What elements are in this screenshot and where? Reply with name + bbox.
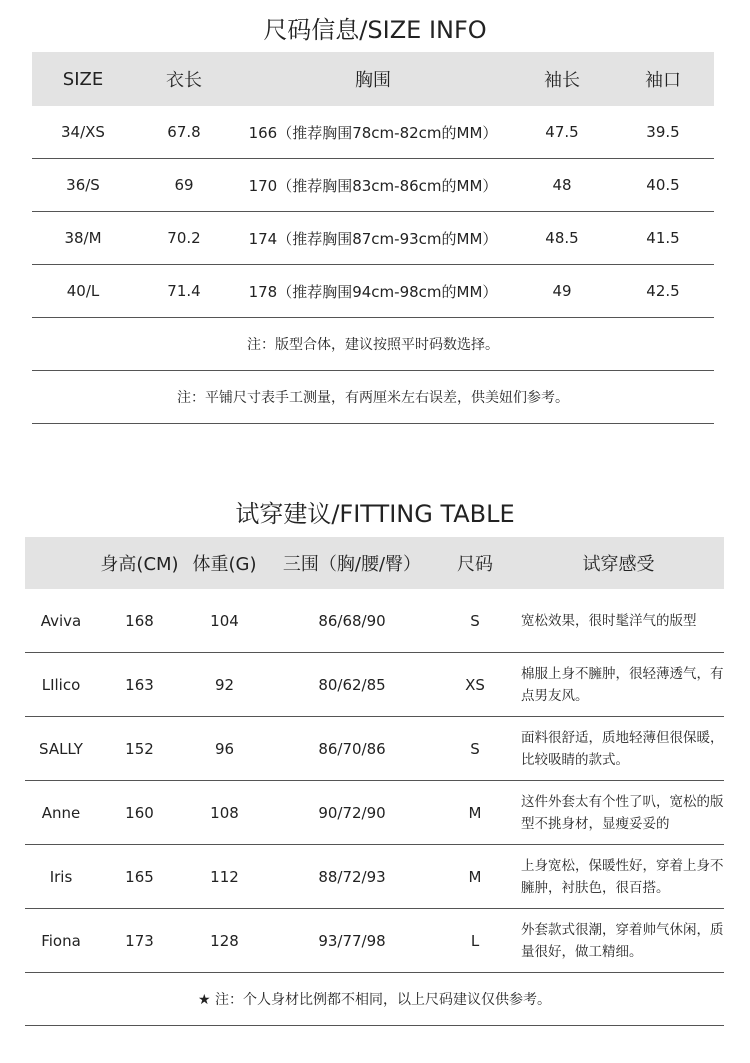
cell: 67.8	[134, 106, 234, 159]
header-weight: 体重(G)	[182, 537, 267, 589]
table-row	[25, 845, 724, 909]
cell: 88/72/93	[267, 845, 437, 909]
cell: 170（推荐胸围83cm-86cm的MM）	[234, 159, 512, 212]
cell: Fiona	[25, 909, 97, 973]
cell: 48	[512, 159, 612, 212]
cell: Anne	[25, 781, 97, 845]
cell: 163	[97, 653, 182, 717]
cell: 174（推荐胸围87cm-93cm的MM）	[234, 212, 512, 265]
cell: Aviva	[25, 589, 97, 653]
cell: 面料很舒适，质地轻薄但很保暖，比较吸睛的款式。	[513, 717, 724, 781]
cell: M	[437, 845, 513, 909]
header-sleeve-length: 袖长	[512, 52, 612, 106]
size-table-header	[32, 52, 714, 106]
cell: 173	[97, 909, 182, 973]
cell: 上身宽松，保暖性好，穿着上身不臃肿，衬肤色，很百搭。	[513, 845, 724, 909]
cell: S	[437, 589, 513, 653]
cell: 40/L	[32, 265, 134, 318]
cell: 93/77/98	[267, 909, 437, 973]
disclaimer-note: ★ 注：个人身材比例都不相同，以上尺码建议仅供参考。	[25, 973, 724, 1026]
header-cuff: 袖口	[612, 52, 714, 106]
cell: 96	[182, 717, 267, 781]
table-row	[25, 909, 724, 973]
measurement-note: 注：平铺尺寸表手工测量，有两厘米左右误差，供美妞们参考。	[32, 371, 714, 424]
cell: 69	[134, 159, 234, 212]
header-height: 身高(CM)	[97, 537, 182, 589]
table-row	[25, 653, 724, 717]
fit-note: 注：版型合体，建议按照平时码数选择。	[32, 318, 714, 371]
cell: 42.5	[612, 265, 714, 318]
cell: 这件外套太有个性了叭，宽松的版型不挑身材，显瘦妥妥的	[513, 781, 724, 845]
cell: LIlico	[25, 653, 97, 717]
note-row	[32, 371, 714, 424]
cell: 112	[182, 845, 267, 909]
fitting-table-title: 试穿建议/FITTING TABLE	[235, 500, 515, 528]
size-table	[32, 52, 714, 424]
cell: 86/68/90	[267, 589, 437, 653]
header-size: 尺码	[437, 537, 513, 589]
cell: 外套款式很潮，穿着帅气休闲，质量很好，做工精细。	[513, 909, 724, 973]
cell: 80/62/85	[267, 653, 437, 717]
cell: 49	[512, 265, 612, 318]
cell: 160	[97, 781, 182, 845]
cell: 128	[182, 909, 267, 973]
cell: 宽松效果，很时髦洋气的版型	[513, 589, 724, 653]
cell: 90/72/90	[267, 781, 437, 845]
cell: S	[437, 717, 513, 781]
cell: 34/XS	[32, 106, 134, 159]
header-bust: 胸围	[234, 52, 512, 106]
header-length: 衣长	[134, 52, 234, 106]
cell: 36/S	[32, 159, 134, 212]
cell: L	[437, 909, 513, 973]
fitting-table	[25, 537, 724, 1026]
cell: 39.5	[612, 106, 714, 159]
table-row	[32, 212, 714, 265]
cell: 71.4	[134, 265, 234, 318]
header-feedback: 试穿感受	[513, 537, 724, 589]
table-row	[25, 589, 724, 653]
size-info-title: 尺码信息/SIZE INFO	[263, 16, 487, 44]
cell: 108	[182, 781, 267, 845]
cell: 70.2	[134, 212, 234, 265]
table-row	[32, 106, 714, 159]
header-size: SIZE	[32, 52, 134, 106]
fitting-table-header	[25, 537, 724, 589]
cell: 92	[182, 653, 267, 717]
cell: 166（推荐胸围78cm-82cm的MM）	[234, 106, 512, 159]
cell: 棉服上身不臃肿，很轻薄透气，有点男友风。	[513, 653, 724, 717]
header-name	[25, 537, 97, 589]
table-row	[32, 265, 714, 318]
cell: 152	[97, 717, 182, 781]
cell: 178（推荐胸围94cm-98cm的MM）	[234, 265, 512, 318]
header-measurements: 三围（胸/腰/臀）	[267, 537, 437, 589]
cell: 48.5	[512, 212, 612, 265]
cell: XS	[437, 653, 513, 717]
cell: 165	[97, 845, 182, 909]
note-row	[25, 973, 724, 1026]
cell: 86/70/86	[267, 717, 437, 781]
cell: Iris	[25, 845, 97, 909]
cell: 47.5	[512, 106, 612, 159]
cell: 40.5	[612, 159, 714, 212]
cell: 168	[97, 589, 182, 653]
note-row	[32, 318, 714, 371]
table-row	[32, 159, 714, 212]
cell: 38/M	[32, 212, 134, 265]
cell: 104	[182, 589, 267, 653]
table-row	[25, 717, 724, 781]
table-row	[25, 781, 724, 845]
cell: SALLY	[25, 717, 97, 781]
cell: 41.5	[612, 212, 714, 265]
cell: M	[437, 781, 513, 845]
